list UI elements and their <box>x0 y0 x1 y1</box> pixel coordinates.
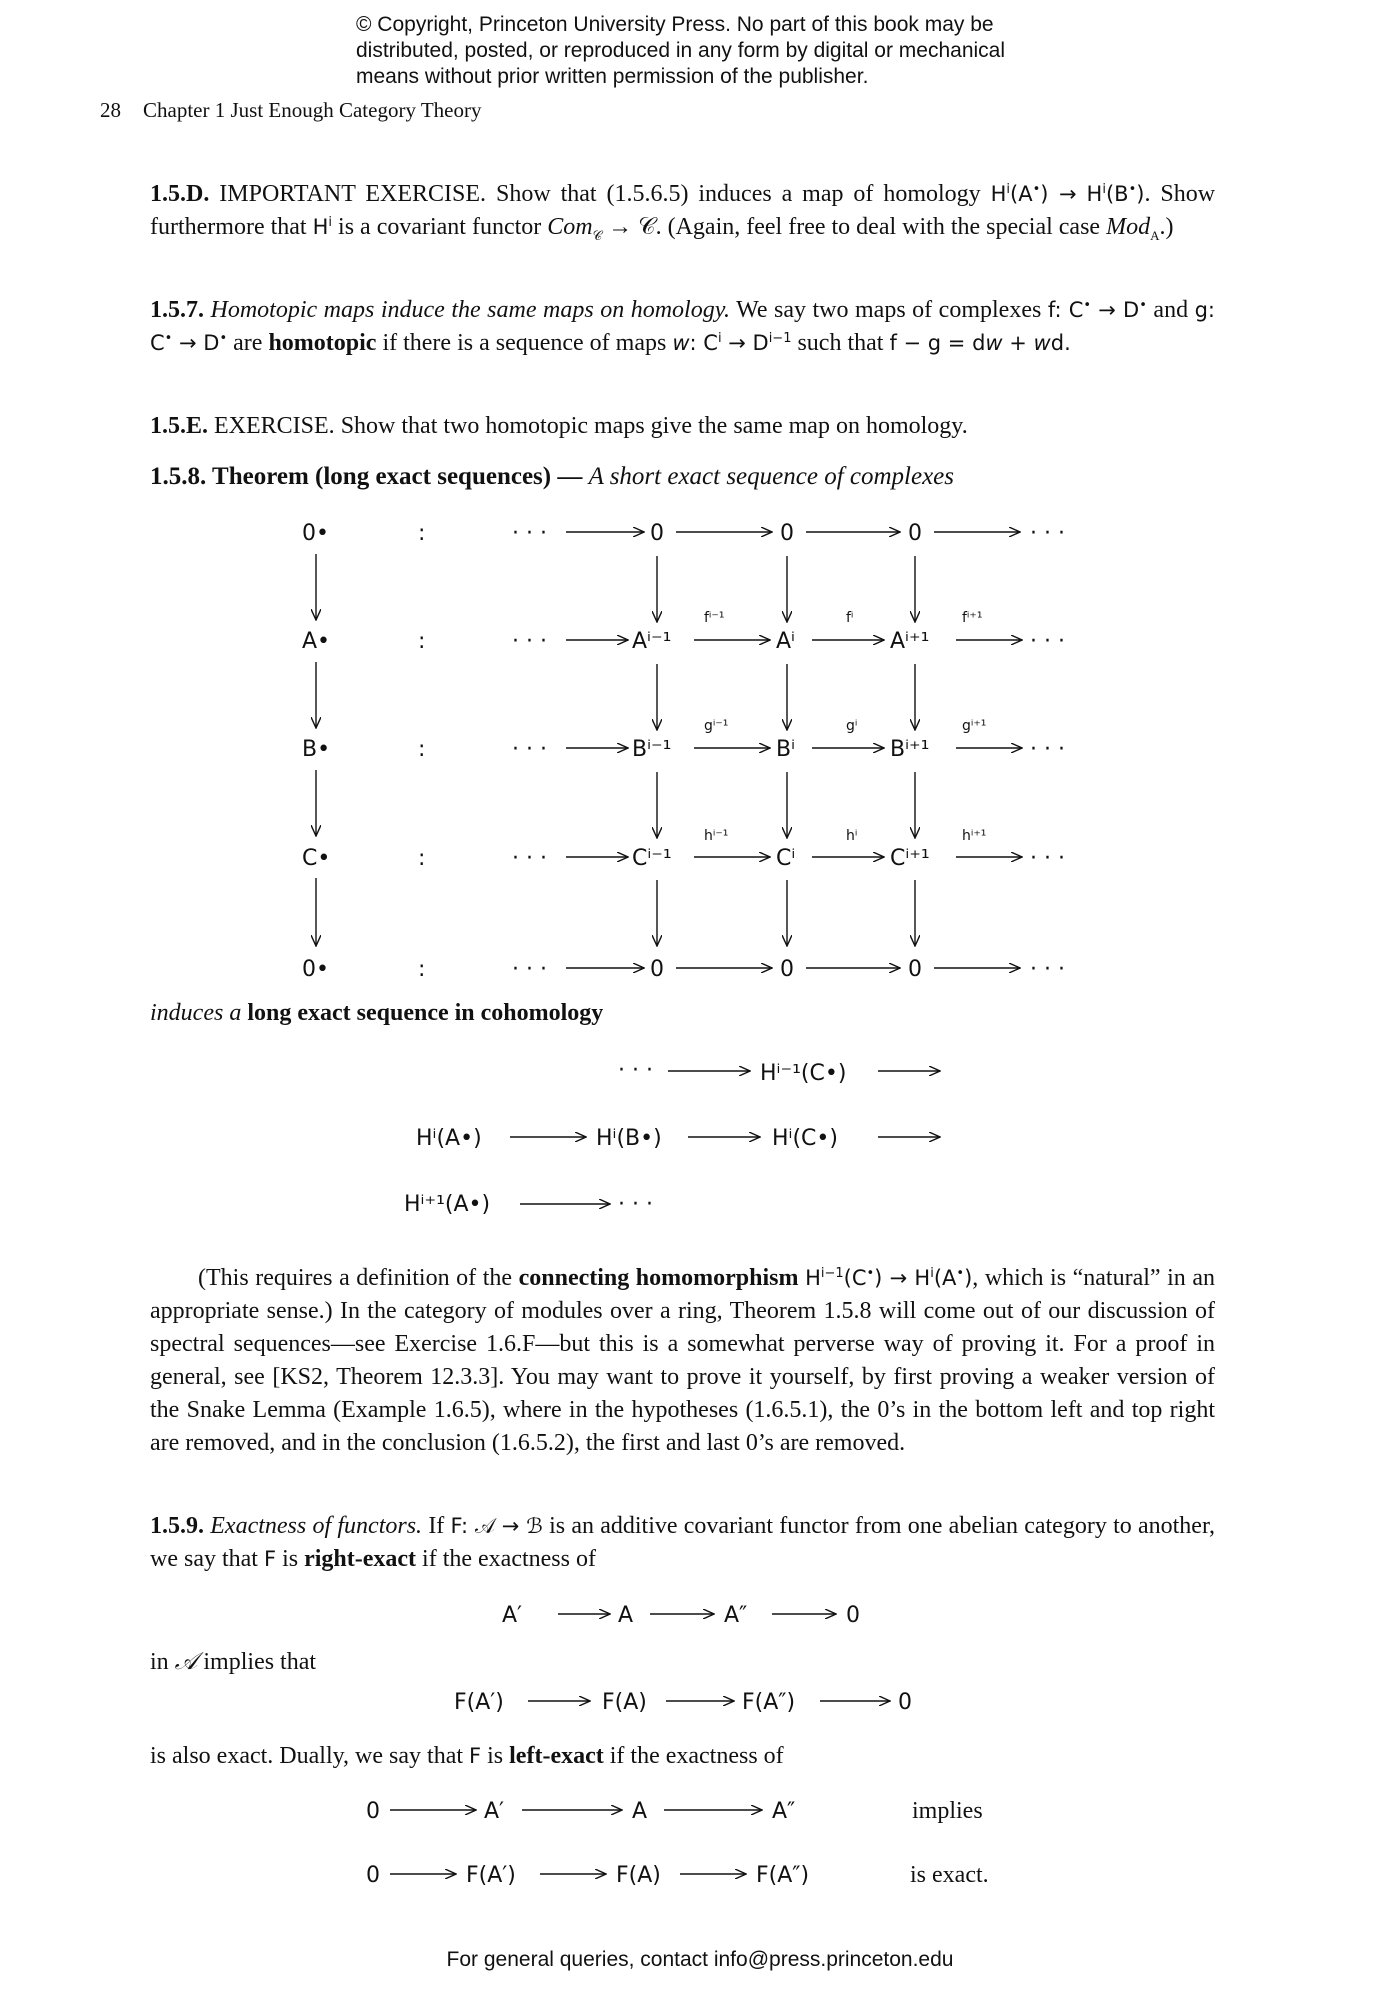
section-label: 1.5.9. <box>150 1513 204 1539</box>
les-term: Hⁱ⁻¹(C•) <box>760 1061 847 1086</box>
row-label: B• <box>302 737 331 762</box>
seq-term: F(A) <box>602 1690 647 1715</box>
object-C: Cⁱ <box>776 846 796 871</box>
exercise-text: is a covariant functor <box>338 214 542 240</box>
colon: : <box>418 629 426 654</box>
les-term: Hⁱ(A•) <box>416 1126 482 1151</box>
section-text: if the exactness of <box>422 1546 596 1572</box>
dots: · · · <box>1030 957 1065 982</box>
zero: 0 <box>780 521 794 546</box>
seq-term: A″ <box>724 1603 748 1628</box>
object-B: Bⁱ <box>776 737 796 762</box>
copyright-line: means without prior written permission of the publisher. <box>356 65 869 88</box>
section-text: We say two maps of complexes <box>736 297 1042 323</box>
row-label: A• <box>302 629 331 654</box>
dots: · · · <box>512 846 547 871</box>
map-f: fⁱ⁻¹ <box>704 610 725 626</box>
section-text: are <box>233 330 263 356</box>
object-C: Cⁱ⁻¹ <box>632 846 672 871</box>
paragraph-text: is also exact. Dually, we say that <box>150 1743 464 1769</box>
section-text: if there is a sequence of maps <box>382 330 667 356</box>
footer-contact: For general queries, contact info@press.princeton.edu <box>446 1948 954 1971</box>
seq-term: F(A″) <box>742 1690 796 1715</box>
paragraph-text: if the exactness of <box>609 1743 784 1769</box>
seq-term: A <box>632 1799 648 1824</box>
page-number: 28 <box>100 98 121 122</box>
map-g: gⁱ⁻¹ <box>704 718 729 734</box>
les-term: Hⁱ(B•) <box>596 1126 662 1151</box>
paragraph-connecting: (This requires a definition of the connecting homomorphism $H^{i-1}(C^•) \to H^i(A^•)$, which is “natural” in an appropriate sense.) In the category of modules over a ring, Theorem 1.5.8 will come out of our discussion of spectral sequences—see Exercise 1.6.F—but this is a somewhat perverse way of proving it. For a proof in general, see [KS2, Theorem 12.3.3]. You may want to prove it yourself, by first proving a weaker version of the Snake Lemma (Example 1.6.5), where in the hypotheses (1.6.5.1), the 0’s in the bottom left and top right are removed, and in the conclusion (1.6.5.2), the first and last 0’s are removed. <box>150 1265 1215 1456</box>
term-homotopic: homotopic <box>268 330 377 356</box>
row-label: C• <box>302 846 331 871</box>
seq-term: 0 <box>366 1799 380 1824</box>
seq-term: A′ <box>502 1603 523 1628</box>
map-f: fⁱ⁺¹ <box>962 610 983 626</box>
seq-term: F(A′) <box>466 1863 516 1888</box>
theorem-text: induces a <box>150 1000 242 1026</box>
exercise-label: 1.5.D. <box>150 181 210 207</box>
object-B: Bⁱ⁺¹ <box>890 737 930 762</box>
chapter-title: Chapter 1 Just Enough Category Theory <box>143 98 482 122</box>
copyright-line: distributed, posted, or reproduced in any form by digital or mechanical <box>356 39 1006 62</box>
exercise-text: Show that two homotopic maps give the same map on homology. <box>340 413 968 439</box>
dots: · · · <box>512 957 547 982</box>
colon: : <box>418 846 426 871</box>
zero: 0 <box>908 957 922 982</box>
object-A: Aⁱ⁻¹ <box>632 629 672 654</box>
implies-text: implies that <box>203 1649 317 1675</box>
implies-label: implies <box>912 1798 983 1824</box>
les-term: Hⁱ(C•) <box>772 1126 838 1151</box>
exercise-kind: EXERCISE. <box>214 413 335 439</box>
seq-term: F(A′) <box>454 1690 504 1715</box>
section-title: Homotopic maps induce the same maps on homology. <box>210 297 731 323</box>
map-h: hⁱ⁻¹ <box>704 828 729 844</box>
section-1-5-7: 1.5.7. Homotopic maps induce the same maps on homology. We say two maps of complexes f: C• → D• and g: C• → D• are homotopic if there is a sequence of maps w: $C^i \to D^{i-1}$ such that f − g = dw + wd. <box>150 297 1215 356</box>
section-label: 1.5.7. <box>150 297 204 323</box>
map-h: hⁱ <box>846 828 858 844</box>
theorem-text: A short exact sequence of complexes <box>588 463 955 490</box>
exercise-1-5-D: 1.5.D. IMPORTANT EXERCISE. Show that (1.5.6.5) induces a map of homology $H^i(A^•) \to H^i(B^•)$. Show furthermore that $H^i$ is a covariant functor Com$_𝒞$ → 𝒞. (Again, feel free to deal with the special case Mod$_A$.) <box>150 181 1216 243</box>
exercise-text: Show that (1.5.6.5) induces a map of homology <box>495 181 981 207</box>
paragraph-text: , which is “natural” in an appropriate sense.) In the category of modules over a ring, Theorem 1.5.8 will come out of our discussion of spectral sequences—see Exercise 1.6.F—but this is a somewhat perverse way of proving it. For a proof in general, see [KS2, Theorem 12.3.3]. You may want to prove it yourself, by first proving a weaker version of the Snake Lemma (Example 1.6.5), where in the hypotheses (1.6.5.1), the 0’s in the bottom left and top right are removed, and in the conclusion (1.6.5.2), the first and last 0’s are removed. <box>150 1265 1215 1456</box>
theorem-conclusion <box>150 997 1215 1030</box>
paragraph-left-exact: is also exact. Dually, we say that F is left-exact if the exactness of <box>150 1743 784 1769</box>
map-h: hⁱ⁺¹ <box>962 828 987 844</box>
row-label: 0• <box>302 957 329 982</box>
map-f: fⁱ <box>846 610 854 626</box>
seq-term: 0 <box>846 1603 860 1628</box>
colon: : <box>418 957 426 982</box>
exercise-text: . Show furthermore that <box>150 181 1216 240</box>
section-text: is <box>282 1546 299 1572</box>
object-B: Bⁱ⁻¹ <box>632 737 672 762</box>
dots: · · · <box>618 1192 653 1217</box>
term-les: long exact sequence in cohomology <box>247 1000 604 1026</box>
term-connecting-homomorphism: connecting homomorphism <box>518 1265 799 1291</box>
zero: 0 <box>780 957 794 982</box>
exercise-text: . (Again, feel free to deal with the special case <box>655 214 1101 240</box>
seq-term: F(A″) <box>756 1863 810 1888</box>
map-g: gⁱ⁺¹ <box>962 718 987 734</box>
seq-term: A <box>618 1603 634 1628</box>
section-title: Exactness of functors. <box>210 1513 423 1539</box>
map-g: gⁱ <box>846 718 858 734</box>
dots: · · · <box>1030 846 1065 871</box>
exercise-kind: IMPORTANT EXERCISE. <box>219 181 487 207</box>
theorem-label: 1.5.8. Theorem (long exact sequences) — <box>150 463 583 490</box>
dots: · · · <box>618 1058 653 1083</box>
dots: · · · <box>1030 737 1065 762</box>
exercise-label: 1.5.E. <box>150 413 209 439</box>
term-right-exact: right-exact <box>304 1546 417 1572</box>
term-left-exact: left-exact <box>509 1743 604 1769</box>
implies-line: in 𝒜 implies that <box>150 1649 317 1675</box>
exercise-text: .) <box>1159 214 1174 240</box>
seq-term: 0 <box>366 1863 380 1888</box>
row-label: 0• <box>302 521 329 546</box>
zero: 0 <box>650 521 664 546</box>
paragraph-text: (This requires a definition of the <box>198 1265 513 1291</box>
les-term: Hⁱ⁺¹(A•) <box>404 1192 491 1217</box>
dots: · · · <box>1030 521 1065 546</box>
paragraph-text: is <box>487 1743 504 1769</box>
object-A: Aⁱ⁺¹ <box>890 629 930 654</box>
is-exact-label: is exact. <box>910 1862 989 1888</box>
dots: · · · <box>512 737 547 762</box>
section-text: such that <box>797 330 884 356</box>
object-C: Cⁱ⁺¹ <box>890 846 930 871</box>
dots: · · · <box>512 629 547 654</box>
copyright-line: © Copyright, Princeton University Press. No part of this book may be <box>356 13 994 36</box>
seq-term: 0 <box>898 1690 912 1715</box>
section-text: is an additive covariant functor from one abelian category to another, we say that <box>150 1513 1215 1572</box>
seq-term: F(A) <box>616 1863 661 1888</box>
section-text: If <box>428 1513 445 1539</box>
dots: · · · <box>512 521 547 546</box>
colon: : <box>418 737 426 762</box>
object-A: Aⁱ <box>776 629 795 654</box>
colon: : <box>418 521 426 546</box>
section-1-5-9: 1.5.9. Exactness of functors. If F: 𝒜 → ℬ is an additive covariant functor from one abelian category to another, we say that F is right-exact if the exactness of <box>150 1513 1215 1572</box>
dots: · · · <box>1030 629 1065 654</box>
zero: 0 <box>650 957 664 982</box>
zero: 0 <box>908 521 922 546</box>
seq-term: A″ <box>772 1799 796 1824</box>
section-text: and <box>1153 297 1189 323</box>
seq-term: A′ <box>484 1799 505 1824</box>
